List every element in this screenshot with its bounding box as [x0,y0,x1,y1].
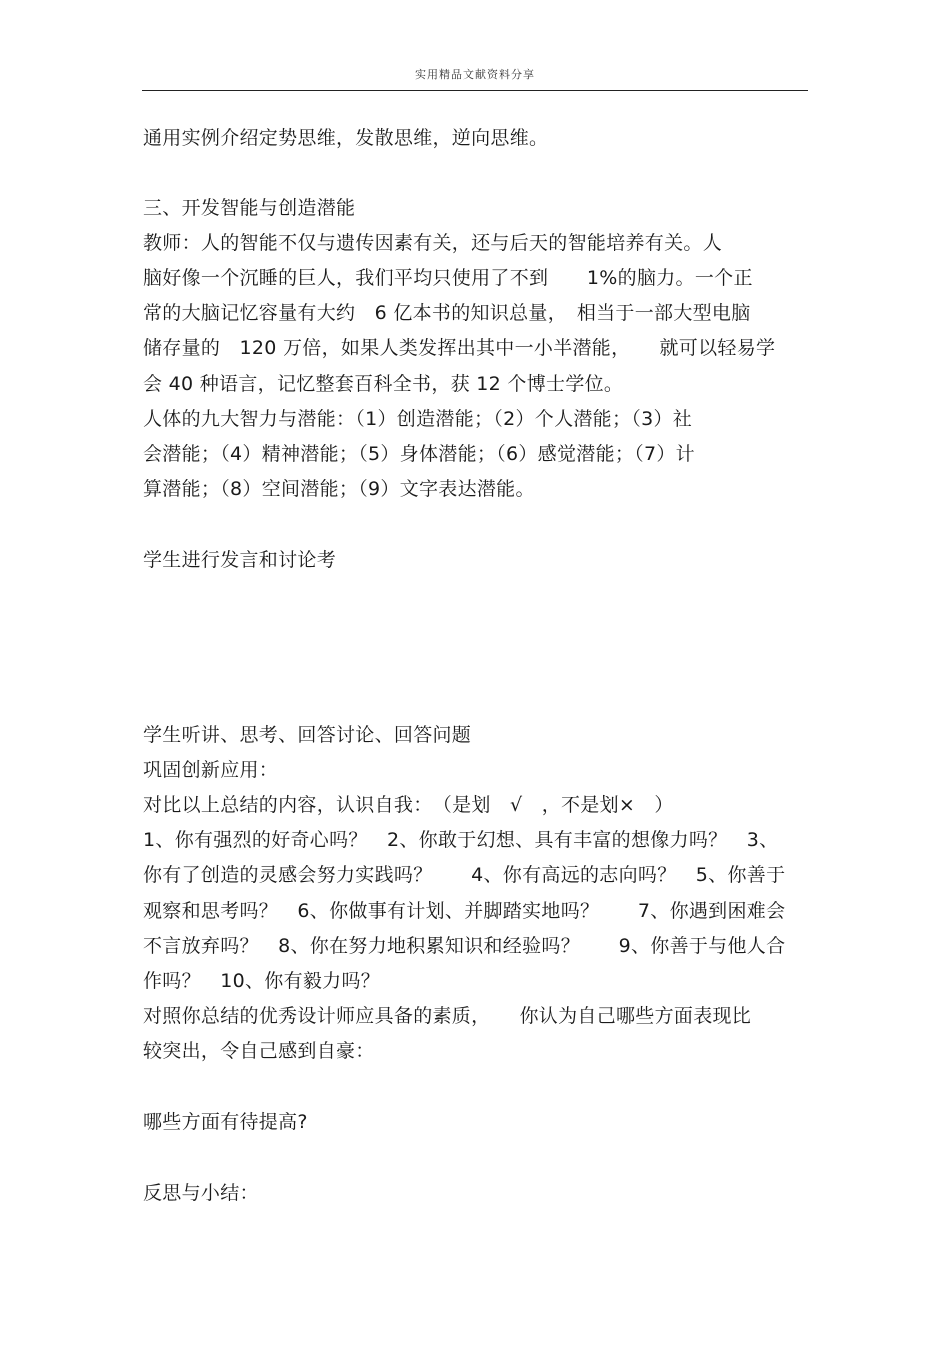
question-line-3: 观察和思考吗？ 6、你做事有计划、并脚踏实地吗？ 7、你遇到困难会 [143,900,786,922]
body-line-23: 反思与小结： [143,1182,259,1204]
question-line-4: 不言放弃吗？ 8、你在努力地积累知识和经验吗？ 9、你善于与他人合 [143,935,786,957]
body-line-14: 对比以上总结的内容，认识自我： （是划 √ ，不是划× ） [143,794,674,816]
header-divider [142,90,808,91]
body-line-5: 常的大脑记忆容量有大约 6 亿本书的知识总量， 相当于一部大型电脑 [143,302,751,324]
body-line-6: 储存量的 120 万倍，如果人类发挥出其中一小半潜能， 就可以轻易学 [143,337,776,359]
body-line-12: 学生听讲、思考、回答讨论、回答问题 [143,724,472,746]
body-line-1: 通用实例介绍定势思维，发散思维，逆向思维。 [143,127,549,149]
question-line-5: 作吗？ 10、你有毅力吗？ [143,970,381,992]
section-heading: 三、开发智能与创造潜能 [143,197,356,219]
question-line-2: 你有了创造的灵感会努力实践吗？ 4、你有高远的志向吗？ 5、你善于 [143,864,786,886]
body-line-9: 会潜能；（4）精神潜能；（5）身体潜能；（6）感觉潜能；（7）计 [143,443,695,465]
body-line-3: 教师：人的智能不仅与遗传因素有关，还与后天的智能培养有关。人 [143,232,723,254]
body-line-22: 哪些方面有待提高? [143,1111,308,1133]
body-line-4: 脑好像一个沉睡的巨人，我们平均只使用了不到 1%的脑力。一个正 [143,267,753,289]
page-header: 实用精品文献资料分享 [415,68,535,81]
question-line-1: 1、你有强烈的好奇心吗？ 2、你敢于幻想、具有丰富的想像力吗？ 3、 [143,829,779,851]
body-line-7: 会 40 种语言，记忆整套百科全书，获 12 个博士学位。 [143,373,624,395]
body-line-20: 对照你总结的优秀设计师应具备的素质， 你认为自己哪些方面表现比 [143,1005,752,1027]
body-line-8: 人体的九大智力与潜能：（1）创造潜能；（2）个人潜能；（3）社 [143,408,693,430]
body-line-13: 巩固创新应用： [143,759,279,781]
body-line-10: 算潜能；（8）空间潜能；（9）文字表达潜能。 [143,478,535,500]
body-line-21: 较突出，令自己感到自豪： [143,1040,375,1062]
body-line-11: 学生进行发言和讨论考 [143,549,337,571]
